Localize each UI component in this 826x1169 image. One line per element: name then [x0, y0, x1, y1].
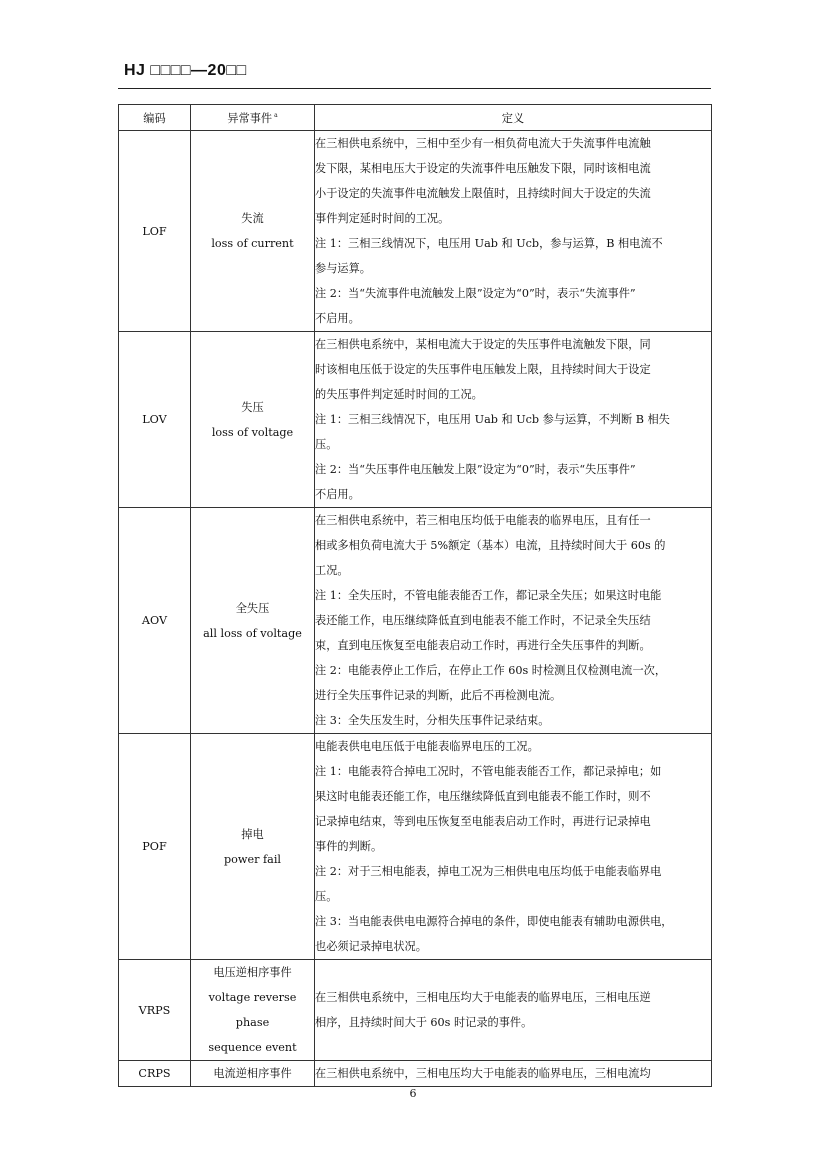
table-row-crps [119, 1061, 712, 1087]
definition-line: 进行全失压事件记录的判断，此后不再检测电流。 [315, 689, 562, 702]
header-definition: 定义 [315, 105, 712, 131]
event-name-en: sequence event [208, 1041, 297, 1054]
table-row-lov [119, 332, 712, 508]
event-name-en: loss of voltage [211, 425, 294, 439]
definition-line: 在三相供电系统中，三相电压均大于电能表的临界电压，三相电压逆 [315, 991, 651, 1004]
row-code: POF [119, 734, 191, 960]
abnormal-event-table [118, 104, 712, 1087]
row-code: LOF [119, 131, 191, 332]
definition-line: 注 3：当电能表供电电源符合掉电的条件，即使电能表有辅助电源供电， [315, 915, 673, 928]
table-row-aov [119, 508, 712, 734]
definition-line: 记录掉电结束，等到电压恢复至电能表启动工作时，再进行记录掉电 [315, 815, 651, 828]
row-definition [315, 131, 712, 332]
row-definition [315, 332, 712, 508]
event-name-cn: 电流逆相序事件 [213, 1067, 292, 1080]
definition-line: 电能表供电电压低于电能表临界电压的工况。 [315, 740, 539, 753]
definition-line: 相序，且持续时间大于 60s 时记录的事件。 [315, 1016, 533, 1029]
definition-line: 在三相供电系统中，三相电压均大于电能表的临界电压，三相电流均 [315, 1067, 651, 1080]
definition-line: 相或多相负荷电流大于 5%额定（基本）电流，且持续时间大于 60s 的 [315, 539, 666, 552]
event-name-cn: 电压逆相序事件 [213, 966, 292, 979]
footnote-marker: a [274, 111, 278, 119]
row-code: LOV [119, 332, 191, 508]
row-event-name [191, 734, 315, 960]
page-number: 6 [409, 1087, 417, 1100]
row-code: CRPS [119, 1061, 191, 1087]
event-name-en: voltage reverse phase [208, 991, 297, 1029]
table-row-lof [119, 131, 712, 332]
header-code: 编码 [119, 105, 191, 131]
definition-line: 在三相供电系统中，某相电流大于设定的失压事件电流触发下限，同 [315, 338, 651, 351]
row-definition [315, 734, 712, 960]
definition-line: 在三相供电系统中，三相中至少有一相负荷电流大于失流事件电流触 [315, 137, 651, 150]
header-event: 异常事件 $^a$ [191, 105, 315, 131]
event-name-cn: 失压 [241, 400, 264, 414]
definition-line: 果这时电能表还能工作，电压继续降低直到电能表不能工作时，则不 [315, 790, 651, 803]
row-event-name [191, 131, 315, 332]
row-event-name [191, 508, 315, 734]
row-event-name [191, 960, 315, 1061]
row-definition [315, 1061, 712, 1087]
table-header-row [119, 105, 712, 131]
definition-line: 事件的判断。 [315, 840, 383, 853]
row-code: VRPS [119, 960, 191, 1061]
definition-line: 不启用。 [315, 488, 360, 501]
row-code: AOV [119, 508, 191, 734]
definition-line: 注 1：三相三线情况下，电压用 Uab 和 Ucb 参与运算，不判断 B 相失 [315, 413, 670, 426]
definition-line: 注 2：当“失流事件电流触发上限”设定为“0”时，表示“失流事件” [315, 287, 636, 300]
event-name-en: all loss of voltage [203, 626, 302, 640]
definition-line: 注 1：电能表符合掉电工况时，不管电能表能否工作，都记录掉电；如 [315, 765, 662, 778]
table-row-pof [119, 734, 712, 960]
definition-line: 也必须记录掉电状况。 [315, 940, 427, 953]
definition-line: 表还能工作，电压继续降低直到电能表不能工作时，不记录全失压结 [315, 614, 651, 627]
event-name-en: loss of current [211, 237, 294, 250]
definition-line: 注 3：全失压发生时，分相失压事件记录结束。 [315, 714, 550, 727]
definition-line: 注 1：全失压时，不管电能表能否工作，都记录全失压；如果这时电能 [315, 589, 662, 602]
definition-line: 束，直到电压恢复至电能表启动工作时，再进行全失压事件的判断。 [315, 639, 651, 652]
definition-line: 事件判定延时时间的工况。 [315, 212, 450, 225]
definition-line: 参与运算。 [315, 262, 371, 275]
row-event-name [191, 1061, 315, 1087]
event-name-cn: 失流 [241, 212, 264, 225]
definition-line: 压。 [315, 438, 338, 451]
definition-line: 发下限，某相电压大于设定的失流事件电压触发下限，同时该相电流 [315, 162, 651, 175]
event-name-en: power fail [224, 852, 281, 866]
definition-line: 在三相供电系统中，若三相电压均低于电能表的临界电压，且有任一 [315, 514, 651, 527]
definition-line: 注 2：电能表停止工作后，在停止工作 60s 时检测且仅检测电流一次， [315, 664, 667, 677]
definition-line: 压。 [315, 890, 338, 903]
table-row-vrps [119, 960, 712, 1061]
definition-line: 工况。 [315, 564, 349, 577]
document-code-header: HJ □□□□—20□□ [124, 62, 247, 79]
definition-line: 小于设定的失流事件电流触发上限值时，且持续时间大于设定的失流 [315, 187, 651, 200]
row-definition [315, 508, 712, 734]
definition-line: 不启用。 [315, 312, 360, 325]
header-divider [118, 88, 711, 89]
definition-line: 注 2：当“失压事件电压触发上限”设定为“0”时，表示“失压事件” [315, 463, 636, 476]
event-name-cn: 全失压 [235, 601, 270, 615]
row-event-name [191, 332, 315, 508]
row-definition [315, 960, 712, 1061]
definition-line: 注 2：对于三相电能表，掉电工况为三相供电电压均低于电能表临界电 [315, 865, 662, 878]
definition-line: 时该相电压低于设定的失压事件电压触发上限，且持续时间大于设定 [315, 363, 651, 376]
definition-line: 的失压事件判定延时时间的工况。 [315, 388, 483, 401]
event-name-cn: 掉电 [241, 827, 264, 841]
definition-line: 注 1：三相三线情况下，电压用 Uab 和 Ucb，参与运算，B 相电流不 [315, 237, 663, 250]
